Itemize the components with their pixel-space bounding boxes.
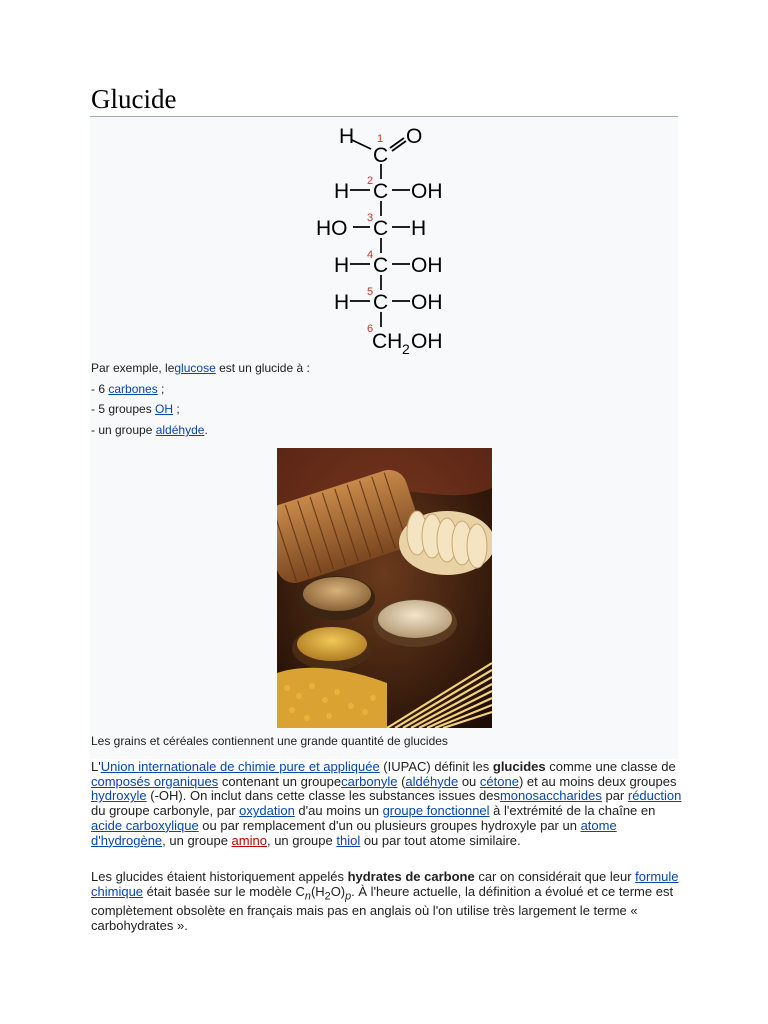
text-run: contenant un groupe [218, 773, 342, 789]
glucose-structure-diagram [300, 120, 470, 358]
hydroxyle-link[interactable]: hydroxyle [91, 788, 147, 804]
groupe-fonctionnel-link[interactable]: groupe fonctionnel [382, 803, 490, 819]
paragraph-definition [91, 760, 683, 848]
example-line-aldehyde [91, 423, 208, 437]
atom-label: H [334, 254, 350, 277]
text-run: du groupe carbonyle, par [91, 803, 240, 819]
atom-label: OH [411, 330, 443, 353]
carbonyle-link[interactable]: carbonyle [341, 773, 398, 789]
cetone-link[interactable]: cétone [479, 773, 519, 789]
formula-subscript: 2 [324, 890, 331, 903]
example-intro-text: Par exemple, le [91, 361, 175, 375]
formule-chimique-link[interactable]: formule chimique [91, 869, 679, 899]
text-run: , un groupe [162, 832, 232, 848]
text-run: L' [91, 759, 101, 774]
atom-label: OH [411, 180, 443, 203]
carbon-number: 3 [367, 212, 374, 224]
example-line-text: . [204, 423, 208, 437]
acide-carboxylique-link[interactable]: acide carboxylique [91, 817, 199, 833]
atom-label: C [373, 291, 389, 314]
text-run: ou [458, 773, 480, 789]
text-run: ) et au moins deux groupes [518, 773, 677, 789]
oxydation-link[interactable]: oxydation [239, 803, 295, 819]
oh-link[interactable]: OH [155, 402, 174, 416]
thiol-link[interactable]: thiol [336, 832, 361, 848]
figure-caption: Les grains et céréales contiennent une grande quantité de glucides [91, 734, 448, 748]
text-run: (H [310, 883, 325, 899]
example-line-text: - 6 [91, 382, 109, 396]
text-run: . À l'heure actuelle, la définition a évolué et ce terme est complètement obsolète en français mais pas en anglais où l'on utilise très largement le terme « carbohydrates ». [91, 883, 674, 933]
example-line-text: - un groupe [91, 423, 156, 437]
carbon-number: 1 [377, 133, 384, 145]
glucose-link[interactable]: glucose [174, 361, 216, 375]
text-run: , un groupe [266, 832, 337, 848]
text-run: ou par remplacement d'un ou plusieurs groupes hydroxyle par un [198, 817, 581, 833]
composes-organiques-link[interactable]: composés organiques [91, 773, 219, 789]
text-run: comme une classe de [545, 759, 676, 774]
example-intro [91, 361, 310, 375]
carbon-number: 2 [367, 175, 374, 187]
example-intro-text: est un glucide à : [215, 361, 310, 375]
atom-label: C [373, 144, 389, 167]
formula-subscript: p [345, 890, 352, 903]
text-run: O) [330, 883, 346, 899]
text-run: par [601, 788, 628, 804]
atome-hydrogene-link[interactable]: atome d'hydrogène [91, 817, 617, 848]
text-run: (-OH). On inclut dans cette classe les substances issues des [146, 788, 500, 804]
text-run: car on considérait que leur [474, 869, 636, 884]
atom-label: OH [411, 291, 443, 314]
atom-label: O [406, 125, 423, 148]
atom-label: OH [411, 254, 443, 277]
amino-redlink[interactable]: amino [231, 832, 267, 848]
atom-label: H [411, 217, 427, 240]
page-title: Glucide [91, 84, 177, 114]
aldehyde-link[interactable]: aldéhyde [155, 423, 205, 437]
monosaccharides-link[interactable]: monosaccharides [499, 788, 602, 804]
carbon-number: 4 [367, 249, 374, 261]
carbon-number: 6 [367, 323, 374, 335]
text-run: d'au moins un [294, 803, 383, 819]
example-line-text: ; [157, 382, 165, 396]
example-line-text: ; [173, 402, 180, 416]
formula-subscript: n [304, 890, 311, 903]
atom-label: C [373, 254, 389, 277]
bold-term: glucides [492, 759, 546, 774]
text-run: (IUPAC) définit les [379, 759, 493, 774]
iupac-link[interactable]: Union internationale de chimie pure et appliquée [100, 759, 380, 774]
text-run: était basée sur le modèle C [143, 883, 305, 899]
text-run: ou par tout atome similaire. [360, 832, 521, 848]
example-line-text: - 5 groupes [91, 402, 156, 416]
atom-label: C [373, 217, 389, 240]
atom-label: HO [316, 217, 348, 240]
text-run: à l'extrémité de la chaîne en [489, 803, 656, 819]
atom-label: CH [372, 330, 403, 353]
aldehyde-link[interactable]: aldéhyde [405, 773, 459, 789]
carbones-link[interactable]: carbones [108, 382, 158, 396]
atom-label: H [339, 125, 355, 148]
atom-subscript: 2 [402, 341, 410, 357]
paragraph-history [91, 870, 683, 933]
atom-label: H [334, 180, 350, 203]
atom-label: H [334, 291, 350, 314]
example-line-carbons [91, 382, 164, 396]
grains-photo-illustration [277, 448, 492, 728]
text-run: Les glucides étaient historiquement appelés [91, 869, 348, 884]
reduction-link[interactable]: réduction [627, 788, 682, 804]
atom-label: C [373, 180, 389, 203]
grains-photo[interactable] [277, 448, 492, 728]
example-line-oh [91, 402, 180, 416]
text-run: ( [397, 773, 406, 789]
bold-term: hydrates de carbone [347, 869, 475, 884]
carbon-number: 5 [367, 286, 374, 298]
